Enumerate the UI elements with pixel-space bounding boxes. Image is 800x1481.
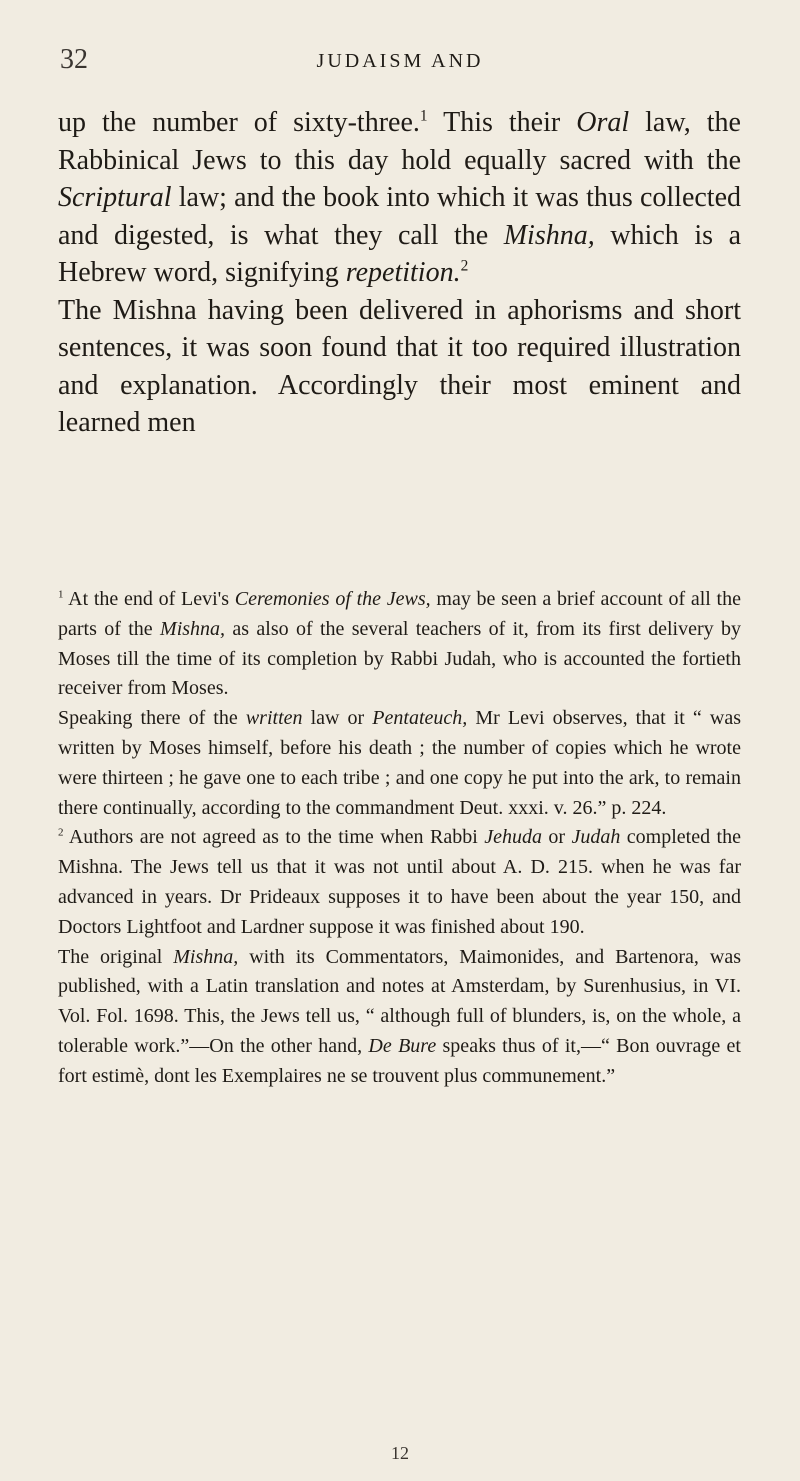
footnote: [58, 823, 741, 942]
text-run: law or: [302, 707, 373, 730]
text-run: may be seen a brief account of all the parts of the: [58, 588, 741, 640]
text-run: which is a Hebrew word, signifying: [58, 219, 742, 288]
footnote: [58, 943, 741, 1092]
italic-term: written: [245, 707, 303, 730]
text-run: law, the Rabbinical Jews to this day hold equally sacred with the: [58, 107, 741, 176]
signature-mark: 12: [391, 1443, 409, 1463]
italic-term: repetition.: [345, 257, 461, 288]
text-run: as also of the several teachers of it, from its first delivery by Moses till the time of its completion by Rabbi Judah, who is accounted the fortieth receiver from Moses.: [58, 617, 741, 700]
text-run: Authors are not agreed as to the time when Rabbi: [63, 826, 485, 849]
footnotes: [58, 585, 741, 1092]
page-header: [60, 44, 740, 84]
italic-term: Pentateuch,: [372, 707, 468, 730]
main-text: [58, 104, 741, 442]
text-run: Mr Levi observes, that it “ was written by Moses himself, before his death ; the number of copies which he wrote were thirteen ; he gave one to each tribe ; and one copy he put into the ark, to remain there continually, according to the commandment Deut. xxxi. v. 26.” p. 224.: [58, 707, 741, 819]
italic-term: Mishna,: [503, 219, 595, 251]
footnote-mark: 1: [58, 588, 64, 601]
text-run: This their: [427, 107, 577, 138]
footnote: [58, 704, 741, 823]
text-run: law; and the book into which it was thus collected and digested, is what they call the: [58, 182, 741, 251]
text-run: Speaking there of the: [58, 707, 246, 730]
text-run: with its Commentators, Maimonides, and Bartenora, was published, with a Latin translation and notes at Amsterdam, by Surenhusius, in VI. Vol. Fol. 1698. This, the Jews tell us, “ although full of blunders, is, on the whole, a tolerable work.”—On the other hand,: [58, 945, 741, 1057]
text-run: up the number of sixty-three.: [58, 107, 420, 138]
text-run: At the end of Levi's: [63, 588, 235, 610]
footnote-ref: 1: [419, 107, 428, 125]
footnote-ref: 2: [460, 257, 469, 275]
italic-term: Judah: [571, 826, 621, 849]
paragraph: The Mishna having been delivered in aphorisms and short sentences, it was soon found that it too required illustration and explanation. Accordingly their most eminent and learned men: [58, 294, 741, 438]
text-run: completed the Mishna. The Jews tell us that it was not until about A. D. 215. when he was far advanced in years. Dr Prideaux supposes it to have been about the year 150, and Doctors Lightfoot and Lardner suppose it was finished about 190.: [58, 826, 741, 938]
italic-term: De Bure: [368, 1034, 437, 1057]
italic-term: Jehuda: [484, 826, 542, 849]
paragraph: [58, 104, 741, 292]
text-run: The original: [58, 945, 174, 968]
footnote: [58, 585, 741, 704]
footnote-mark: 2: [58, 826, 64, 839]
italic-term: Ceremonies of the Jews,: [234, 588, 431, 610]
italic-term: Scriptural: [58, 182, 172, 213]
text-run: speaks thus of it,—“ Bon ouvrage et fort estimè, dont les Exemplaires ne se trouvent plus communement.”: [58, 1034, 741, 1087]
running-head: JUDAISM AND: [316, 50, 484, 72]
text-run: or: [541, 826, 572, 849]
italic-term: Oral: [576, 107, 630, 138]
italic-term: Mishna,: [173, 945, 239, 968]
italic-term: Mishna,: [160, 617, 226, 640]
page-number: 32: [60, 44, 88, 75]
